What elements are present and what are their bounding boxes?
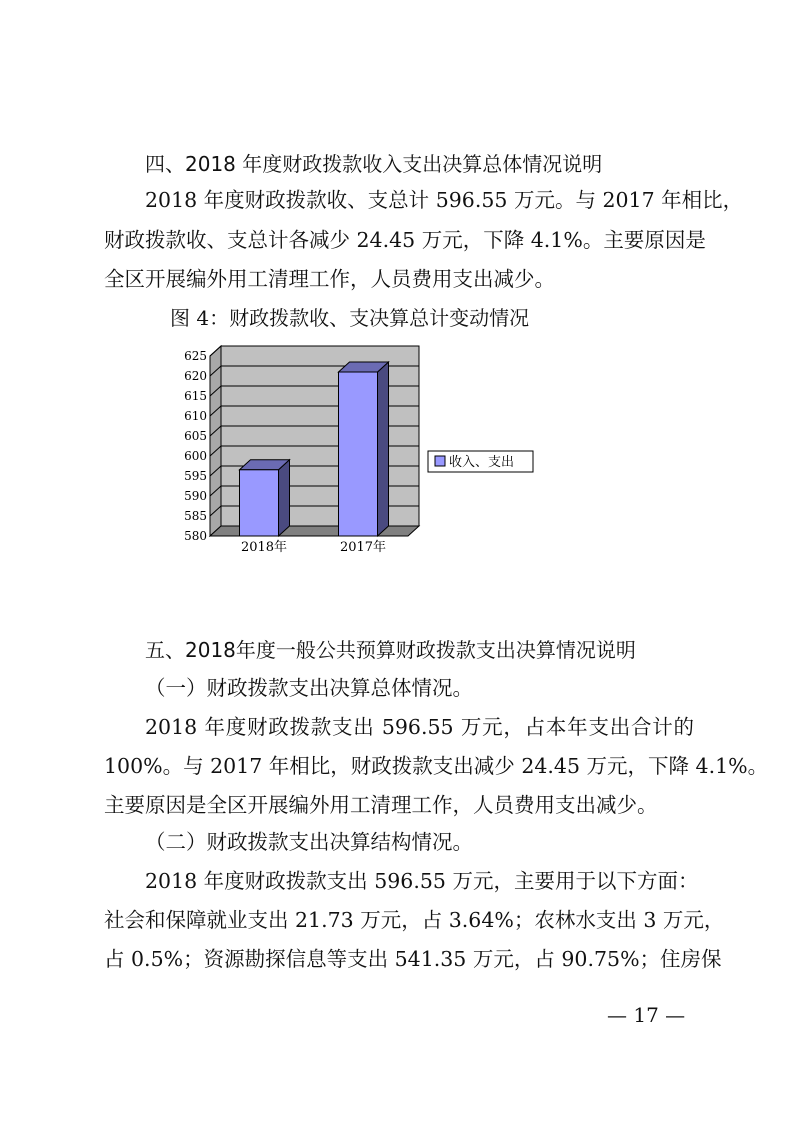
paragraph2-line-3: 占 0.5%；资源勘探信息等支出 541.35 万元，占 90.75%；住房保 <box>104 947 722 971</box>
bar-front <box>240 470 279 536</box>
y-tick-label: 605 <box>184 429 207 443</box>
figure-caption: 图 4：财政拨款收、支决算总计变动情况 <box>170 306 530 330</box>
paragraph2-line-1: 2018 年度财政拨款支出 596.55 万元，主要用于以下方面： <box>145 869 699 893</box>
paragraph1-line-1: 2018 年度财政拨款支出 596.55 万元，占本年支出合计的 <box>145 715 694 739</box>
chart-legend <box>428 451 533 472</box>
x-tick-label: 2017年 <box>339 540 387 555</box>
x-tick-label: 2018年 <box>240 540 288 555</box>
paragraph2-line-2: 社会和保障就业支出 21.73 万元，占 3.64%；农林水支出 3 万元， <box>104 908 725 932</box>
section4-heading: 四、2018 年度财政拨款收入支出决算总体情况说明 <box>145 152 603 176</box>
paragraph1-line-3: 主要原因是全区开展编外用工清理工作，人员费用支出减少。 <box>104 793 658 817</box>
subsection2-heading: （二）财政拨款支出决算结构情况。 <box>145 830 473 854</box>
y-tick-label: 585 <box>184 509 207 523</box>
bar-side <box>279 460 290 536</box>
y-tick-label: 620 <box>184 369 207 383</box>
bar-side <box>378 362 389 536</box>
legend-label: 收入、支出 <box>449 455 515 470</box>
paragraph1-line-2: 100%。与 2017 年相比，财政拨款支出减少 24.45 万元，下降 4.1%。 <box>104 754 769 778</box>
y-tick-label: 625 <box>184 349 207 363</box>
y-tick-label: 580 <box>184 529 207 543</box>
y-tick-label: 590 <box>184 489 207 503</box>
bar-chart <box>175 345 545 575</box>
y-tick-label: 615 <box>184 389 207 403</box>
section4-line-3: 全区开展编外用工清理工作，人员费用支出减少。 <box>104 267 555 291</box>
y-tick-label: 600 <box>184 449 207 463</box>
section4-line-2: 财政拨款收、支总计各减少 24.45 万元，下降 4.1%。主要原因是 <box>104 228 706 252</box>
y-tick-label: 610 <box>184 409 207 423</box>
y-tick-label: 595 <box>184 469 207 483</box>
bar <box>339 362 389 536</box>
section4-line-1: 2018 年度财政拨款收、支总计 596.55 万元。与 2017 年相比， <box>145 188 744 212</box>
section5-heading: 五、2018年度一般公共预算财政拨款支出决算情况说明 <box>145 638 636 662</box>
bar <box>240 460 290 536</box>
page-number: — 17 — <box>607 1003 686 1027</box>
bar-front <box>339 372 378 536</box>
subsection1-heading: （一）财政拨款支出决算总体情况。 <box>145 676 473 700</box>
legend-swatch <box>435 456 445 466</box>
